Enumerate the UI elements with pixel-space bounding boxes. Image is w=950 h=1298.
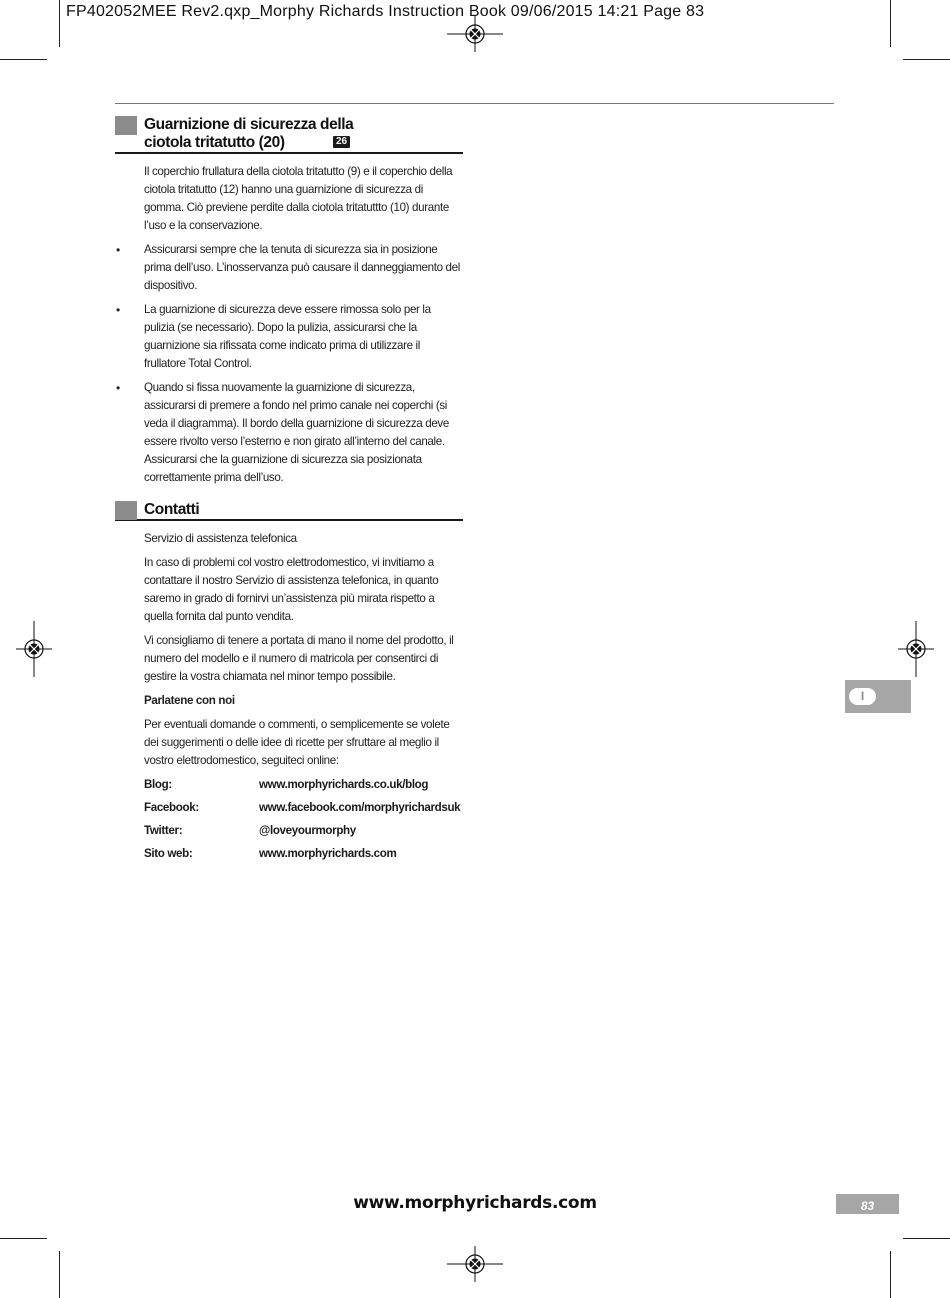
product-info-paragraph: Vi consigliamo di tenere a portata di mano il nome del prodotto, il numero del modello e il numero di matricola per consentirci di gestire la vostra chiamata nel minor tempo possibile. — [144, 634, 454, 683]
contact-label: Facebook: — [144, 801, 199, 814]
crop-mark-bottom-right-h — [903, 1238, 950, 1239]
crop-mark-bottom-right-v — [890, 1251, 891, 1298]
bullet-text: Assicurarsi sempre che la tenuta di sicurezza sia in posizione prima dell’uso. L’inosservanza può causare il danneggiamento del dispositivo. — [144, 243, 460, 292]
follow-us-paragraph: Per eventuali domande o commenti, o semplicemente se volete dei suggerimenti o delle idee di ricette per sfruttare al meglio il vostro elettrodomestico, seguiteci online: — [144, 718, 450, 767]
crop-mark-top-left-h — [0, 59, 47, 60]
contact-link[interactable]: www.morphyrichards.com — [259, 847, 397, 860]
bullet-item — [116, 241, 463, 295]
contact-link[interactable]: www.facebook.com/morphyrichardsuk — [259, 801, 461, 814]
section-heading-seal — [115, 116, 463, 154]
bullet-icon: • — [116, 243, 120, 257]
registration-mark-icon — [6, 621, 62, 677]
print-slug: FP402052MEE Rev2.qxp_Morphy Richards Instruction Book 09/06/2015 14:21 Page 83 — [66, 3, 705, 20]
intro-paragraph: Il coperchio frullatura della ciotola tritatutto (9) e il coperchio della ciotola tritatutto (12) hanno una guarnizione di sicurezza di gomma. Ciò previene perdite dalla ciotola tritatuttto (10) durante l’uso e la conservazione. — [144, 165, 453, 232]
registration-mark-icon — [447, 6, 503, 62]
contact-row-blog — [144, 776, 463, 794]
contact-row-website — [144, 845, 463, 863]
section-title-line2: ciotola tritatutto (20) — [144, 134, 285, 151]
bullet-text: La guarnizione di sicurezza deve essere rimossa solo per la pulizia (se necessario). Dopo la pulizia, assicurarsi che la guarnizione sia rifissata come indicato prima di utilizzare il frullatore Total Control. — [144, 303, 431, 370]
contact-row-twitter — [144, 822, 463, 840]
top-rule — [115, 103, 834, 104]
contact-label: Twitter: — [144, 824, 183, 837]
bullet-icon: • — [116, 381, 120, 395]
contact-label: Blog: — [144, 778, 172, 791]
section-title: Contatti — [144, 501, 200, 518]
page-number: 83 — [836, 1194, 899, 1214]
bullet-text: Quando si fissa nuovamente la guarnizione di sicurezza, assicurarsi di premere a fondo nel primo canale nei coperchi (si veda il diagramma). Il bordo della guarnizione di sicurezza deve essere rivolto verso l’esterno e non girato all’interno del canale. Assicurarsi che la guarnizione di sicurezza sia posizionata correttamente prima dell’uso. — [144, 381, 449, 484]
language-code: I — [849, 688, 876, 705]
section-title-line1: Guarnizione di sicurezza della — [144, 116, 354, 133]
talk-to-us-subheading: Parlatene con noi — [144, 694, 235, 707]
footer-website: www.morphyrichards.com — [353, 1193, 597, 1213]
bullet-icon: • — [116, 303, 120, 317]
helpline-paragraph: In caso di problemi col vostro elettrodomestico, vi invitiamo a contattare il nostro Servizio di assistenza telefonica, in quanto saremo in grado di fornirvi un’assistenza più mirata rispetto a quella fornita dal punto vendita. — [144, 556, 439, 623]
registration-mark-icon — [888, 621, 944, 677]
contact-label: Sito web: — [144, 847, 193, 860]
contact-row-facebook — [144, 799, 463, 817]
crop-mark-bottom-left-h — [0, 1238, 47, 1239]
main-content — [115, 116, 463, 868]
crop-mark-top-right-h — [903, 59, 950, 60]
figure-reference-badge: 26 — [333, 136, 350, 148]
crop-mark-top-left-v — [59, 0, 60, 47]
bullet-item — [116, 379, 463, 487]
crop-mark-bottom-left-v — [59, 1251, 60, 1298]
section-heading-contacts — [115, 501, 463, 521]
contact-link[interactable]: www.morphyrichards.co.uk/blog — [259, 778, 429, 791]
contact-link[interactable]: @loveyourmorphy — [259, 824, 356, 837]
language-tab — [845, 680, 911, 713]
registration-mark-icon — [447, 1236, 503, 1292]
bullet-item — [116, 301, 463, 373]
helpline-title: Servizio di assistenza telefonica — [144, 532, 297, 545]
heading-marker-icon — [115, 116, 137, 135]
crop-mark-top-right-v — [890, 0, 891, 47]
heading-marker-icon — [115, 501, 137, 520]
